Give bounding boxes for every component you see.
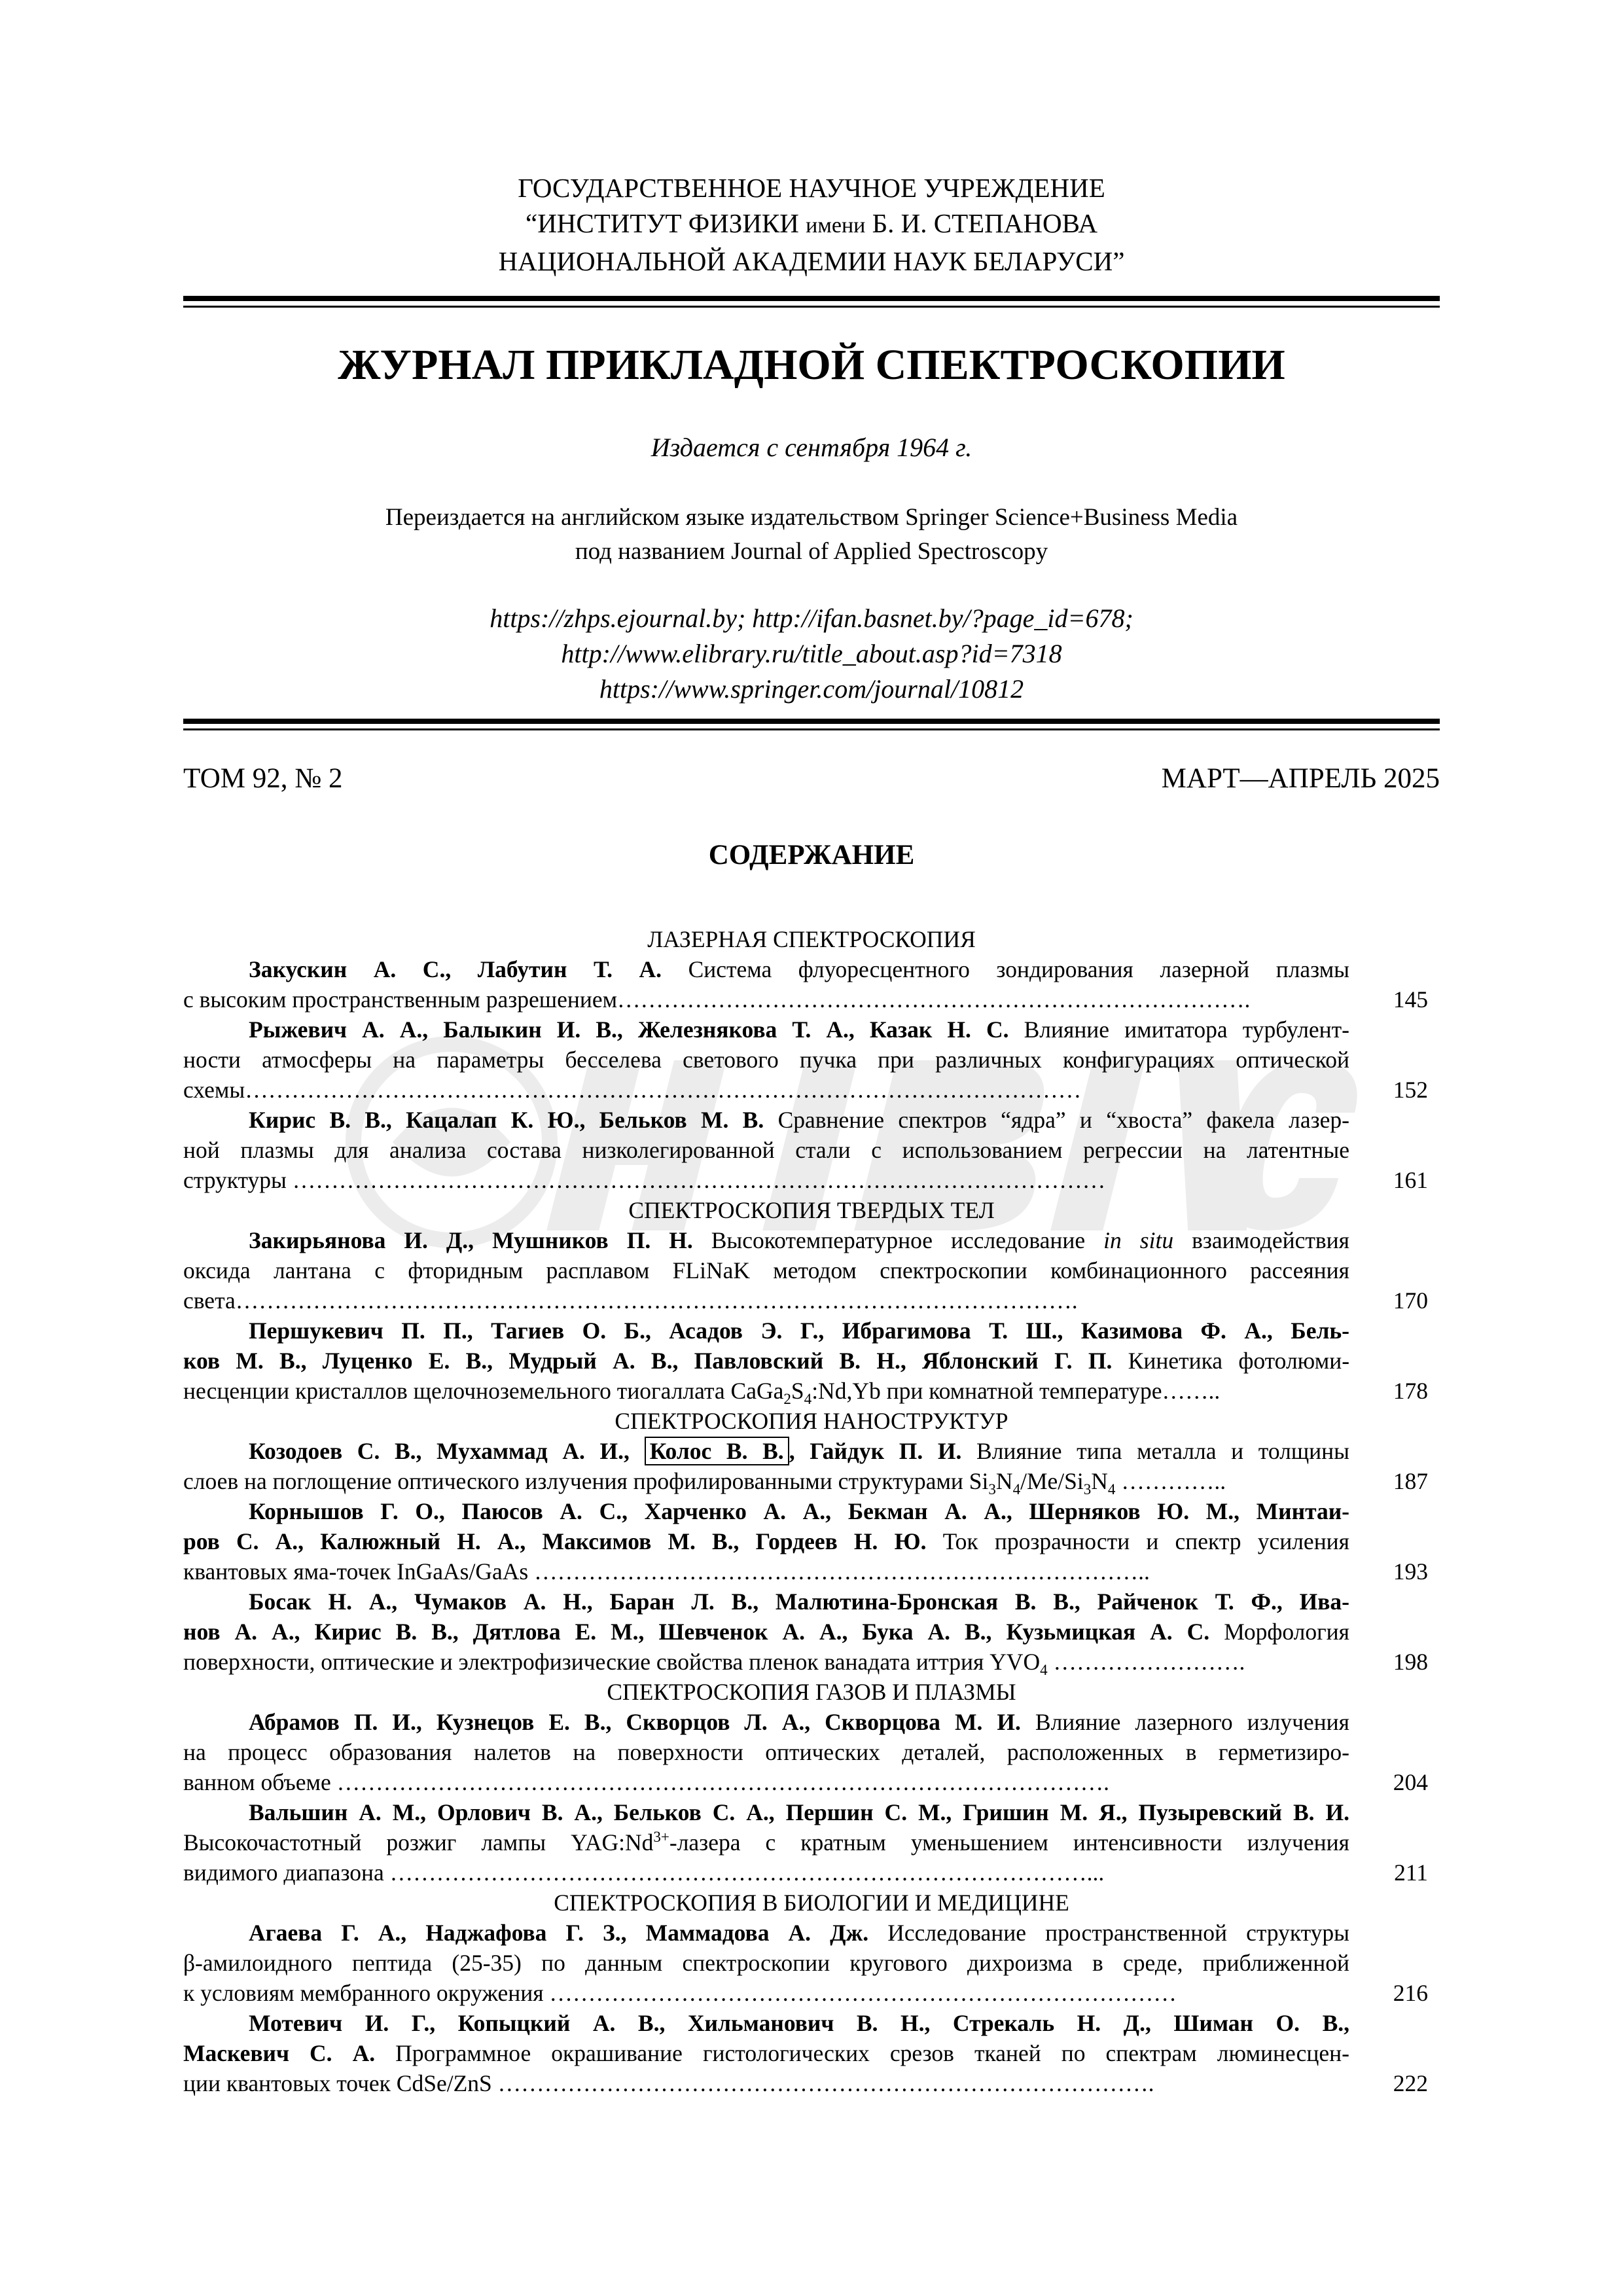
page-number: 178 bbox=[1393, 1378, 1428, 1404]
page-number: 161 bbox=[1393, 1167, 1428, 1193]
institution-line-2: “ИНСТИТУТ ФИЗИКИ имени Б. И. СТЕПАНОВА bbox=[526, 208, 1097, 238]
toc-entry[interactable]: Рыжевич А. А., Балыкин И. В., Железнякова Т. А., Казак Н. С. Влияние имитатора турбулент- ности атмосферы на параметры бесселева светового пучка при различных конфигурациях оптической схемы……………………………………………………………………………………………… 152 bbox=[183, 1014, 1349, 1105]
journal-link[interactable]: https://zhps.ejournal.by; http://ifan.basnet.by/?page_id=678; bbox=[490, 603, 1133, 633]
journal-contents-page bbox=[183, 0, 1440, 2296]
institution-line-1: ГОСУДАРСТВЕННОЕ НАУЧНОЕ УЧРЕЖДЕНИЕ bbox=[518, 173, 1105, 203]
toc-entry[interactable]: Першукевич П. П., Тагиев О. Б., Асадов Э. Г., Ибрагимова Т. Ш., Казимова Ф. А., Бель- ков М. В., Луценко Е. В., Мудрый А. В., Павловский В. Н., Яблонский Г. П. Кинетика фотолюми- несценции кристаллов щелочноземельного тиогаллата $CaGa_2S_4:Nd,Yb$ при комнатной температуре…….. 178 bbox=[183, 1318, 1428, 1408]
bottom-divider-thick bbox=[183, 719, 1440, 724]
journal-links bbox=[183, 601, 1440, 707]
page-number: 187 bbox=[1393, 1468, 1428, 1494]
page-number: 204 bbox=[1393, 1769, 1428, 1795]
page-number: 145 bbox=[1393, 986, 1428, 1013]
contents-heading: СОДЕРЖАНИЕ bbox=[708, 840, 915, 870]
page-number: 152 bbox=[1393, 1077, 1428, 1103]
section-heading: СПЕКТРОСКОПИЯ НАНОСТРУКТУР bbox=[615, 1408, 1008, 1434]
page-number: 211 bbox=[1394, 1859, 1428, 1886]
toc-entry[interactable]: Мотевич И. Г., Копыцкий А. В., Хильманович В. Н., Стрекаль Н. Д., Шиман О. В., Маскевич С. А. Программное окрашивание гистологических срезов тканей по спектрам люминесцен- ции квантовых точек CdSe/ZnS …………………………………………………………………………. 222 bbox=[183, 2008, 1349, 2098]
table-of-contents bbox=[183, 924, 1440, 2098]
issue-volume: ТОМ 92, № 2 bbox=[183, 763, 343, 794]
highlighted-author: Колос В. В. bbox=[645, 1437, 789, 1465]
toc-entry[interactable]: Абрамов П. И., Кузнецов Е. В., Скворцов Л. А., Скворцова М. И. Влияние лазерного излучения на процесс образования налетов на поверхности оптических деталей, расположенных в герметизиро- ванном объеме ………………………………………………………………………………………. 204 bbox=[183, 1707, 1349, 1797]
toc-entry[interactable]: Босак Н. А., Чумаков А. Н., Баран Л. В., Малютина-Бронская В. В., Райченок Т. Ф., Ива- нов А. А., Кирис В. В., Дятлова Е. М., Шевченок А. А., Бука А. В., Кузьмицкая А. С. Морфология поверхности, оптические и электрофизические свойства пленок ванадата иттрия $YVO_4$ ……………………. 198 bbox=[183, 1588, 1428, 1679]
toc-entry[interactable]: Закускин А. С., Лабутин Т. А. Система флуоресцентного зондирования лазерной плазмы с высоким пространственным разрешением………………………………………………………………………. 145 bbox=[183, 954, 1349, 1014]
institution-line-3: НАЦИОНАЛЬНОЙ АКАДЕМИИ НАУК БЕЛАРУСИ” bbox=[498, 246, 1125, 276]
journal-link[interactable]: http://www.elibrary.ru/title_about.asp?id=7318 bbox=[561, 639, 1062, 668]
top-divider-thin bbox=[183, 306, 1440, 308]
section-heading: СПЕКТРОСКОПИЯ ГАЗОВ И ПЛАЗМЫ bbox=[607, 1679, 1016, 1705]
toc-entry[interactable]: Закирьянова И. Д., Мушников П. Н. Высокотемпературное исследование in situ взаимодействия оксида лантана с фторидным расплавом FLiNaK методом спектроскопии комбинационного рассеяния света………………………………………………………………………………………………. 170 bbox=[183, 1225, 1349, 1316]
institution-name bbox=[183, 170, 1440, 279]
toc-entry[interactable]: Козодоев С. В., Мухаммад А. И., Колос В. В. , Гайдук П. И. Влияние типа металла и толщины слоев на поглощение оптического излучения профилированными структурами $Si_3N_4/Me/Si_3N_4$ ………….. 187 bbox=[183, 1438, 1428, 1498]
toc-entry[interactable]: Кирис В. В., Кацалап К. Ю., Бельков М. В. Сравнение спектров “ядра” и “хвоста” факела лазер- ной плазмы для анализа состава низколегированной стали с использованием регрессии на латентные структуры …………………………………………………………………………………………… 161 bbox=[183, 1105, 1349, 1195]
journal-since: Издается с сентября 1964 г. bbox=[651, 433, 972, 462]
toc-entry[interactable]: Корнышов Г. О., Паюсов А. С., Харченко А. А., Бекман А. А., Шерняков Ю. М., Минтаи- ров С. А., Калюжный Н. А., Максимов М. В., Гордеев Н. Ю. Ток прозрачности и спектр усиления квантовых яма-точек InGaAs/GaAs …………………………………………………………………….. 193 bbox=[183, 1496, 1349, 1587]
page-number: 193 bbox=[1393, 1558, 1428, 1585]
toc-entry[interactable]: Агаева Г. А., Наджафова Г. З., Маммадова А. Дж. Исследование пространственной структуры β-амилоидного пептида (25-35) по данным спектроскопии кругового дихроизма в среде, приближенной к условиям мембранного окружения ……………………………………………………………………… 216 bbox=[183, 1918, 1349, 2008]
top-divider-thick bbox=[183, 296, 1440, 301]
section-heading: СПЕКТРОСКОПИЯ В БИОЛОГИИ И МЕДИЦИНЕ bbox=[554, 1890, 1069, 1916]
page-number: 222 bbox=[1393, 2070, 1428, 2096]
page-number: 170 bbox=[1393, 1287, 1428, 1314]
page-number: 198 bbox=[1393, 1649, 1428, 1675]
section-heading: ЛАЗЕРНАЯ СПЕКТРОСКОПИЯ bbox=[647, 926, 976, 952]
toc-entry[interactable]: Вальшин А. М., Орлович В. А., Бельков С. А., Першин С. М., Гришин М. Я., Пузыревский В. И. Высокочастотный розжиг лампы $YAG:Nd^{3+}$-лазера с кратным уменьшением интенсивности излучения видимого диапазона ………………………………………………………………………………... 211 bbox=[183, 1797, 1349, 1888]
reissue-note: Переиздается на английском языке издательством Springer Science+Business Media под названием Journal of Applied Spectroscopy bbox=[385, 504, 1238, 565]
journal-title: ЖУРНАЛ ПРИКЛАДНОЙ СПЕКТРОСКОПИИ bbox=[338, 341, 1285, 389]
issue-date: МАРТ—АПРЕЛЬ 2025 bbox=[1161, 763, 1440, 794]
journal-link[interactable]: https://www.springer.com/journal/10812 bbox=[599, 674, 1024, 704]
page-number: 216 bbox=[1393, 1980, 1428, 2006]
section-heading: СПЕКТРОСКОПИЯ ТВЕРДЫХ ТЕЛ bbox=[628, 1197, 995, 1223]
bottom-divider-thin bbox=[183, 728, 1440, 730]
